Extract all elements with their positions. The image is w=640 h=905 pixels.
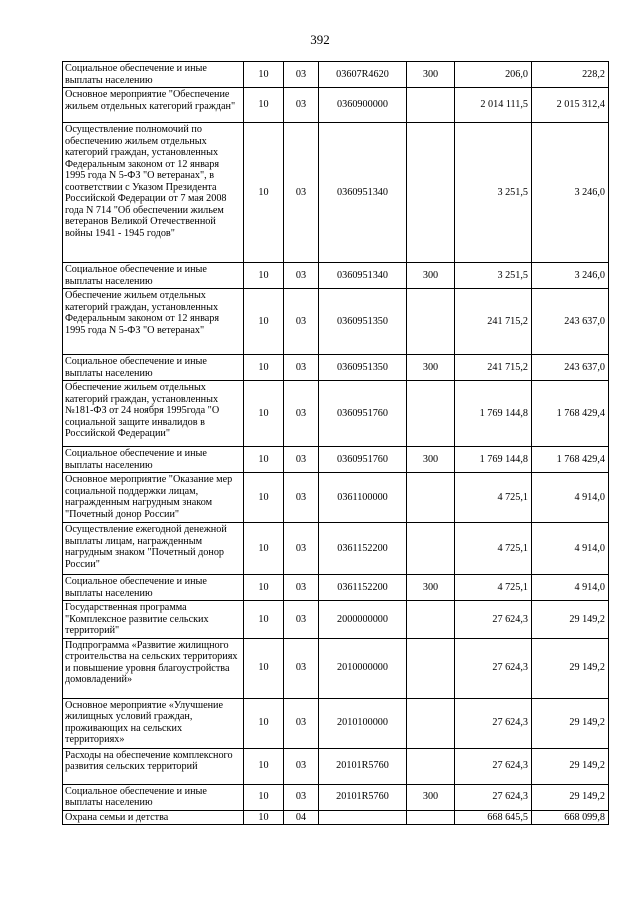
expense-type-code [407, 289, 455, 355]
amount-year-2: 243 637,0 [532, 289, 609, 355]
section-code: 10 [244, 784, 284, 810]
amount-year-1: 4 725,1 [455, 575, 532, 601]
amount-year-1: 2 014 111,5 [455, 88, 532, 123]
table-row [63, 698, 609, 748]
target-article-code: 0361152200 [319, 575, 407, 601]
row-name: Основное мероприятие "Обеспечение жильем отдельных категорий граждан" [63, 88, 244, 123]
table-row [63, 473, 609, 523]
target-article-code: 0360951760 [319, 381, 407, 447]
amount-year-2: 4 914,0 [532, 575, 609, 601]
target-article-code: 0361100000 [319, 473, 407, 523]
table-row [63, 638, 609, 698]
table-row [63, 523, 609, 575]
row-name: Расходы на обеспечение комплексного развития сельских территорий [63, 748, 244, 784]
target-article-code: 0360951340 [319, 263, 407, 289]
subsection-code: 03 [284, 698, 319, 748]
amount-year-1: 1 769 144,8 [455, 447, 532, 473]
table-row [63, 263, 609, 289]
row-name: Социальное обеспечение и иные выплаты населению [63, 263, 244, 289]
amount-year-2: 29 149,2 [532, 698, 609, 748]
row-name: Государственная программа "Комплексное развитие сельских территорий" [63, 601, 244, 639]
amount-year-1: 668 645,5 [455, 810, 532, 825]
amount-year-2: 29 149,2 [532, 784, 609, 810]
section-code: 10 [244, 601, 284, 639]
row-name: Подпрограмма «Развитие жилищного строительства на сельских территориях и повышение уровня благоустройства домовладений» [63, 638, 244, 698]
section-code: 10 [244, 447, 284, 473]
table-row [63, 355, 609, 381]
amount-year-2: 4 914,0 [532, 523, 609, 575]
section-code: 10 [244, 473, 284, 523]
table-row [63, 62, 609, 88]
section-code: 10 [244, 123, 284, 263]
subsection-code: 03 [284, 289, 319, 355]
page-number: 392 [310, 32, 330, 47]
section-code: 10 [244, 638, 284, 698]
section-code: 10 [244, 289, 284, 355]
target-article-code: 2010100000 [319, 698, 407, 748]
amount-year-1: 27 624,3 [455, 638, 532, 698]
amount-year-1: 1 769 144,8 [455, 381, 532, 447]
expense-type-code [407, 473, 455, 523]
subsection-code: 03 [284, 263, 319, 289]
subsection-code: 03 [284, 62, 319, 88]
expense-type-code [407, 748, 455, 784]
table-row [63, 575, 609, 601]
row-name: Социальное обеспечение и иные выплаты населению [63, 447, 244, 473]
amount-year-2: 1 768 429,4 [532, 381, 609, 447]
amount-year-2: 29 149,2 [532, 638, 609, 698]
target-article-code: 0360951340 [319, 123, 407, 263]
amount-year-1: 4 725,1 [455, 473, 532, 523]
section-code: 10 [244, 748, 284, 784]
amount-year-2: 668 099,8 [532, 810, 609, 825]
amount-year-1: 27 624,3 [455, 698, 532, 748]
amount-year-2: 243 637,0 [532, 355, 609, 381]
subsection-code: 04 [284, 810, 319, 825]
section-code: 10 [244, 263, 284, 289]
target-article-code: 2010000000 [319, 638, 407, 698]
amount-year-1: 4 725,1 [455, 523, 532, 575]
expense-type-code: 300 [407, 355, 455, 381]
subsection-code: 03 [284, 473, 319, 523]
row-name: Осуществление полномочий по обеспечению жильем отдельных категорий граждан, установленных Федеральным законом от 12 января 1995 года N 5-ФЗ "О ветеранах", в соответствии с Указом Президента Российской Федерации от 7 мая 2008 года N 714 "Об обеспечении жильем ветеранов Великой Отечественной войны 1941 - 1945 годов" [63, 123, 244, 263]
target-article-code: 0360951350 [319, 355, 407, 381]
section-code: 10 [244, 523, 284, 575]
amount-year-2: 228,2 [532, 62, 609, 88]
row-name: Обеспечение жильем отдельных категорий граждан, установленных №181-ФЗ от 24 ноября 1995года "О социальной защите инвалидов в Российской Федерации" [63, 381, 244, 447]
amount-year-1: 3 251,5 [455, 123, 532, 263]
table-row [63, 748, 609, 784]
expense-type-code [407, 698, 455, 748]
subsection-code: 03 [284, 748, 319, 784]
target-article-code: 0360900000 [319, 88, 407, 123]
target-article-code: 0361152200 [319, 523, 407, 575]
amount-year-1: 27 624,3 [455, 748, 532, 784]
expense-type-code [407, 601, 455, 639]
amount-year-2: 29 149,2 [532, 748, 609, 784]
table-row [63, 447, 609, 473]
target-article-code: 2000000000 [319, 601, 407, 639]
expense-type-code: 300 [407, 263, 455, 289]
target-article-code: 0360951760 [319, 447, 407, 473]
expense-type-code [407, 810, 455, 825]
row-name: Осуществление ежегодной денежной выплаты лицам, награжденным нагрудным знаком "Почетный донор России" [63, 523, 244, 575]
target-article-code: 20101R5760 [319, 748, 407, 784]
subsection-code: 03 [284, 523, 319, 575]
subsection-code: 03 [284, 123, 319, 263]
table-row [63, 88, 609, 123]
expense-type-code [407, 88, 455, 123]
subsection-code: 03 [284, 88, 319, 123]
expense-type-code [407, 123, 455, 263]
expense-type-code: 300 [407, 575, 455, 601]
subsection-code: 03 [284, 355, 319, 381]
table-row [63, 123, 609, 263]
amount-year-1: 3 251,5 [455, 263, 532, 289]
amount-year-1: 241 715,2 [455, 355, 532, 381]
target-article-code: 20101R5760 [319, 784, 407, 810]
row-name: Социальное обеспечение и иные выплаты населению [63, 575, 244, 601]
section-code: 10 [244, 355, 284, 381]
target-article-code: 03607R4620 [319, 62, 407, 88]
subsection-code: 03 [284, 638, 319, 698]
section-code: 10 [244, 62, 284, 88]
subsection-code: 03 [284, 447, 319, 473]
row-name: Социальное обеспечение и иные выплаты населению [63, 62, 244, 88]
subsection-code: 03 [284, 575, 319, 601]
subsection-code: 03 [284, 601, 319, 639]
row-name: Охрана семьи и детства [63, 810, 244, 825]
subsection-code: 03 [284, 381, 319, 447]
section-code: 10 [244, 698, 284, 748]
row-name: Социальное обеспечение и иные выплаты населению [63, 355, 244, 381]
amount-year-1: 206,0 [455, 62, 532, 88]
amount-year-2: 1 768 429,4 [532, 447, 609, 473]
table-row [63, 381, 609, 447]
table-row [63, 601, 609, 639]
table-row [63, 289, 609, 355]
subsection-code: 03 [284, 784, 319, 810]
expense-type-code: 300 [407, 62, 455, 88]
expense-type-code: 300 [407, 447, 455, 473]
amount-year-2: 4 914,0 [532, 473, 609, 523]
section-code: 10 [244, 381, 284, 447]
amount-year-1: 241 715,2 [455, 289, 532, 355]
expense-type-code [407, 638, 455, 698]
table-row [63, 784, 609, 810]
amount-year-2: 2 015 312,4 [532, 88, 609, 123]
amount-year-1: 27 624,3 [455, 601, 532, 639]
section-code: 10 [244, 88, 284, 123]
expense-type-code [407, 381, 455, 447]
expense-type-code [407, 523, 455, 575]
target-article-code: 0360951350 [319, 289, 407, 355]
section-code: 10 [244, 810, 284, 825]
amount-year-2: 3 246,0 [532, 123, 609, 263]
row-name: Социальное обеспечение и иные выплаты населению [63, 784, 244, 810]
section-code: 10 [244, 575, 284, 601]
budget-table [62, 61, 609, 825]
row-name: Основное мероприятие "Оказание мер социальной поддержки лицам, награжденным нагрудным знаком "Почетный донор России" [63, 473, 244, 523]
table-row [63, 810, 609, 825]
row-name: Основное мероприятие «Улучшение жилищных условий граждан, проживающих на сельских территориях» [63, 698, 244, 748]
amount-year-1: 27 624,3 [455, 784, 532, 810]
amount-year-2: 29 149,2 [532, 601, 609, 639]
expense-type-code: 300 [407, 784, 455, 810]
amount-year-2: 3 246,0 [532, 263, 609, 289]
row-name: Обеспечение жильем отдельных категорий граждан, установленных Федеральным законом от 12 января 1995 года N 5-ФЗ "О ветеранах" [63, 289, 244, 355]
target-article-code [319, 810, 407, 825]
